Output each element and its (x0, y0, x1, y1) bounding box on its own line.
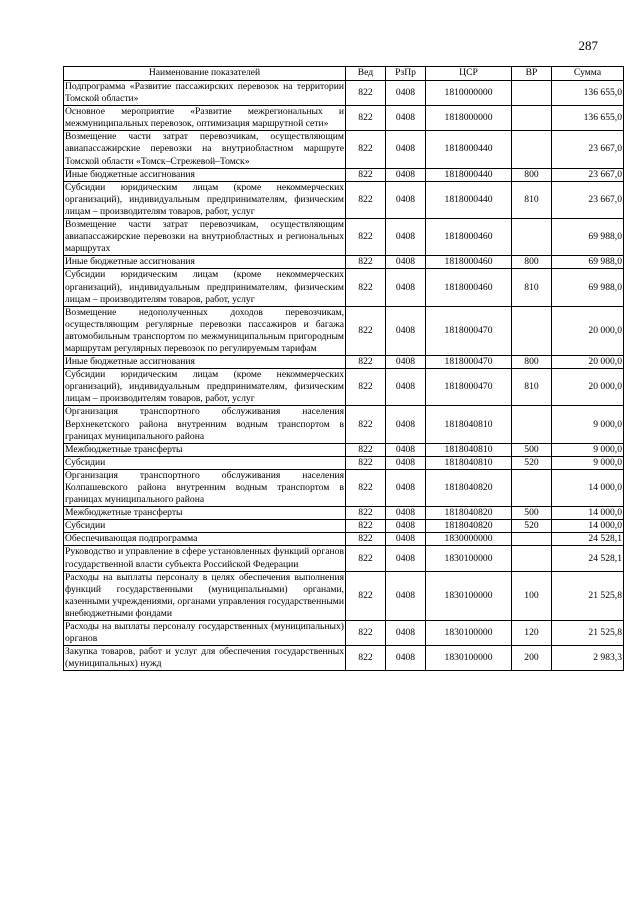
cell-name: Иные бюджетные ассигнования (64, 356, 346, 369)
cell-vr (512, 533, 552, 546)
cell-rzpr: 0408 (386, 256, 426, 269)
cell-rzpr: 0408 (386, 131, 426, 168)
table-row (64, 621, 624, 646)
cell-vr (512, 306, 552, 355)
cell-ved: 822 (346, 546, 386, 571)
cell-sum: 14 000,0 (552, 507, 624, 520)
cell-name: Закупка товаров, работ и услуг для обеспечения государственных (муниципальных) нужд (65, 646, 344, 670)
cell-ved: 822 (346, 456, 386, 469)
cell-ved: 822 (346, 369, 386, 406)
cell-vr (512, 469, 552, 506)
cell-name: Субсидии юридическим лицам (кроме некоммерческих организаций), индивидуальным предпринимателям, физическим лицам – производителям товаров, работ, услуг (65, 369, 344, 405)
cell-name: Возмещение части затрат перевозчикам, осуществляющим авиапассажирские перевозки на внутриобластных и региональных маршрутах (65, 219, 344, 255)
cell-name: Межбюджетные трансферты (64, 443, 346, 456)
cell-name: Возмещение части затрат перевозчикам, осуществляющим авиапассажирские перевозки на внутриобластном маршруте Томской области «Томск–Стрежевой–Томск» (65, 131, 344, 167)
cell-rzpr: 0408 (386, 81, 426, 106)
cell-rzpr: 0408 (386, 306, 426, 355)
table-row (64, 456, 624, 469)
cell-ved: 822 (346, 306, 386, 355)
table-row (64, 533, 624, 546)
cell-ved: 822 (346, 131, 386, 168)
cell-name: Субсидии (64, 456, 346, 469)
cell-vr: 810 (512, 181, 552, 218)
table-row (64, 106, 624, 131)
table-row (64, 131, 624, 168)
cell-name: Обеспечивающая подпрограмма (64, 533, 346, 546)
cell-rzpr: 0408 (386, 520, 426, 533)
cell-ved: 822 (346, 406, 386, 443)
cell-rzpr: 0408 (386, 621, 426, 646)
cell-sum: 20 000,0 (552, 356, 624, 369)
header-vr: ВР (512, 67, 552, 81)
cell-vr (512, 406, 552, 443)
table-row (64, 546, 624, 571)
table-row (64, 168, 624, 181)
cell-vr: 520 (512, 456, 552, 469)
cell-csr: 1818000440 (426, 131, 512, 168)
cell-name: Иные бюджетные ассигнования (64, 256, 346, 269)
cell-csr: 1818040820 (426, 469, 512, 506)
cell-name: Иные бюджетные ассигнования (64, 168, 346, 181)
cell-name: Руководство и управление в сфере установленных функций органов государственной власти субъекта Российской Федерации (65, 546, 344, 570)
cell-csr: 1818000470 (426, 356, 512, 369)
cell-csr: 1830000000 (426, 533, 512, 546)
cell-rzpr: 0408 (386, 168, 426, 181)
cell-name: Организация транспортного обслуживания населения Колпашевского района внутренним водным транспортом в границах муниципального района (65, 469, 344, 506)
table-row (64, 81, 624, 106)
cell-rzpr: 0408 (386, 533, 426, 546)
cell-vr: 500 (512, 443, 552, 456)
cell-rzpr: 0408 (386, 369, 426, 406)
header-sum: Сумма (552, 67, 624, 81)
cell-csr: 1830100000 (426, 646, 512, 671)
cell-vr: 800 (512, 356, 552, 369)
table-row (64, 269, 624, 306)
cell-name: Расходы на выплаты персоналу в целях обеспечения выполнения функций государственными (муниципальными) органами, казенными учреждениями, органами управления государственными внебюджетными фондами (65, 571, 344, 619)
header-csr: ЦСР (426, 67, 512, 81)
table-row (64, 181, 624, 218)
cell-vr: 520 (512, 520, 552, 533)
budget-table (63, 66, 624, 671)
cell-rzpr: 0408 (386, 546, 426, 571)
cell-rzpr: 0408 (386, 181, 426, 218)
header-rzpr: РзПр (386, 67, 426, 81)
cell-csr: 1830100000 (426, 546, 512, 571)
cell-name: Организация транспортного обслуживания населения Верхнекетского района внутренним водным транспортом в границах муниципального района (65, 406, 344, 442)
cell-vr (512, 81, 552, 106)
cell-ved: 822 (346, 269, 386, 306)
cell-rzpr: 0408 (386, 356, 426, 369)
cell-csr: 1830100000 (426, 571, 512, 620)
cell-name: Основное мероприятие «Развитие межрегиональных и межмуниципальных перевозок, оптимизация маршрутной сети» (65, 106, 344, 130)
table-row (64, 406, 624, 443)
cell-sum: 9 000,0 (552, 443, 624, 456)
table-row (64, 306, 624, 355)
cell-sum: 14 000,0 (552, 520, 624, 533)
table-row (64, 571, 624, 620)
cell-vr: 100 (512, 571, 552, 620)
cell-csr: 1818000470 (426, 306, 512, 355)
cell-ved: 822 (346, 520, 386, 533)
cell-csr: 1818000470 (426, 369, 512, 406)
cell-vr: 200 (512, 646, 552, 671)
cell-sum: 20 000,0 (552, 306, 624, 355)
cell-ved: 822 (346, 571, 386, 620)
cell-csr: 1818040810 (426, 456, 512, 469)
cell-ved: 822 (346, 356, 386, 369)
cell-sum: 21 525,8 (552, 621, 624, 646)
cell-csr: 1818000000 (426, 106, 512, 131)
cell-vr (512, 546, 552, 571)
cell-vr: 810 (512, 269, 552, 306)
cell-rzpr: 0408 (386, 219, 426, 256)
cell-name: Субсидии юридическим лицам (кроме некоммерческих организаций), индивидуальным предпринимателям, физическим лицам – производителям товаров, работ, услуг (65, 269, 344, 305)
cell-csr: 1818000460 (426, 256, 512, 269)
table-row (64, 256, 624, 269)
table-row (64, 520, 624, 533)
cell-sum: 20 000,0 (552, 369, 624, 406)
cell-csr: 1818000440 (426, 168, 512, 181)
cell-csr: 1818040810 (426, 443, 512, 456)
cell-name: Возмещение недополученных доходов перевозчикам, осуществляющим регулярные перевозки пассажиров и багажа автомобильным транспортом по межмуниципальным пригородным маршрутам регулярных перевозок по регулируемым тарифам (65, 306, 344, 354)
cell-sum: 2 983,3 (552, 646, 624, 671)
cell-sum: 24 528,1 (552, 533, 624, 546)
cell-ved: 822 (346, 443, 386, 456)
cell-ved: 822 (346, 81, 386, 106)
table-header-row (64, 67, 624, 81)
cell-vr: 500 (512, 507, 552, 520)
cell-csr: 1810000000 (426, 81, 512, 106)
header-ved: Вед (346, 67, 386, 81)
cell-csr: 1830100000 (426, 621, 512, 646)
cell-sum: 69 988,0 (552, 256, 624, 269)
cell-name: Субсидии юридическим лицам (кроме некоммерческих организаций), индивидуальным предпринимателям, физическим лицам – производителям товаров, работ, услуг (65, 181, 344, 217)
cell-name: Субсидии (64, 520, 346, 533)
cell-vr: 120 (512, 621, 552, 646)
cell-ved: 822 (346, 181, 386, 218)
table-body (64, 81, 624, 671)
cell-rzpr: 0408 (386, 456, 426, 469)
cell-csr: 1818040810 (426, 406, 512, 443)
cell-sum: 21 525,8 (552, 571, 624, 620)
cell-sum: 23 667,0 (552, 181, 624, 218)
cell-csr: 1818000460 (426, 219, 512, 256)
cell-rzpr: 0408 (386, 106, 426, 131)
cell-ved: 822 (346, 168, 386, 181)
cell-csr: 1818000460 (426, 269, 512, 306)
cell-sum: 9 000,0 (552, 456, 624, 469)
cell-rzpr: 0408 (386, 269, 426, 306)
cell-sum: 23 667,0 (552, 131, 624, 168)
cell-ved: 822 (346, 646, 386, 671)
cell-sum: 23 667,0 (552, 168, 624, 181)
table-row (64, 507, 624, 520)
table-row (64, 356, 624, 369)
cell-ved: 822 (346, 533, 386, 546)
table-row (64, 219, 624, 256)
cell-sum: 136 655,0 (552, 81, 624, 106)
cell-sum: 24 528,1 (552, 546, 624, 571)
cell-csr: 1818000440 (426, 181, 512, 218)
cell-sum: 136 655,0 (552, 106, 624, 131)
cell-rzpr: 0408 (386, 646, 426, 671)
cell-name: Расходы на выплаты персоналу государственных (муниципальных) органов (65, 621, 344, 645)
cell-vr (512, 131, 552, 168)
cell-sum: 69 988,0 (552, 269, 624, 306)
cell-ved: 822 (346, 106, 386, 131)
cell-ved: 822 (346, 219, 386, 256)
cell-vr: 810 (512, 369, 552, 406)
table-row (64, 469, 624, 506)
cell-rzpr: 0408 (386, 469, 426, 506)
cell-ved: 822 (346, 621, 386, 646)
table-row (64, 443, 624, 456)
cell-ved: 822 (346, 469, 386, 506)
table-row (64, 646, 624, 671)
cell-vr: 800 (512, 168, 552, 181)
cell-name: Межбюджетные трансферты (64, 507, 346, 520)
table-row (64, 369, 624, 406)
cell-rzpr: 0408 (386, 571, 426, 620)
cell-sum: 69 988,0 (552, 219, 624, 256)
page-number: 287 (578, 38, 598, 53)
cell-sum: 9 000,0 (552, 406, 624, 443)
cell-name: Подпрограмма «Развитие пассажирских перевозок на территории Томской области» (65, 81, 344, 105)
cell-sum: 14 000,0 (552, 469, 624, 506)
header-name: Наименование показателей (64, 67, 346, 81)
cell-ved: 822 (346, 507, 386, 520)
cell-vr (512, 106, 552, 131)
cell-rzpr: 0408 (386, 507, 426, 520)
cell-rzpr: 0408 (386, 406, 426, 443)
cell-ved: 822 (346, 256, 386, 269)
cell-csr: 1818040820 (426, 520, 512, 533)
cell-vr: 800 (512, 256, 552, 269)
cell-csr: 1818040820 (426, 507, 512, 520)
cell-vr (512, 219, 552, 256)
cell-rzpr: 0408 (386, 443, 426, 456)
